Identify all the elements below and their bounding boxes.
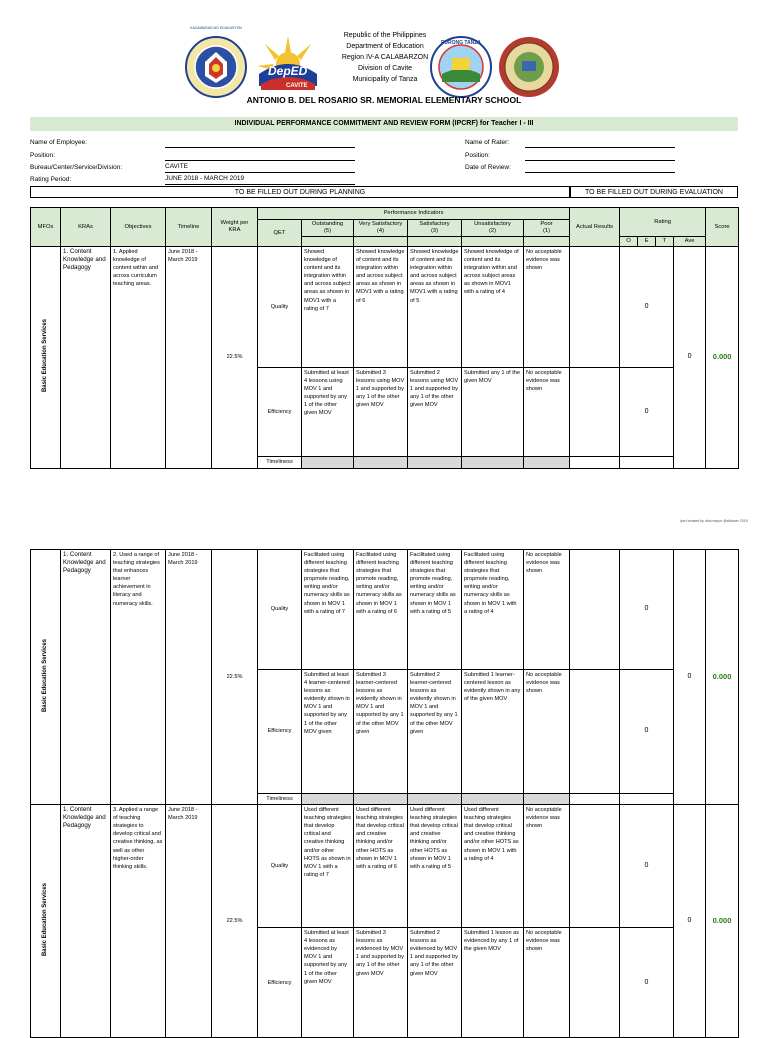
score-cell (706, 247, 739, 469)
col-rating: Rating (620, 208, 706, 237)
timeliness-cell (462, 794, 524, 805)
col-ave: Ave (674, 237, 706, 247)
ipcrf-table-2 (30, 549, 739, 1038)
weight-cell: 22.5% (212, 247, 258, 469)
col-blank (408, 237, 462, 247)
very-sat-num: (4) (376, 228, 385, 234)
ave-cell: 0 (674, 805, 706, 1038)
unsat-label: Unsatisfactory (474, 221, 511, 227)
form-title: INDIVIDUAL PERFORMANCE COMMITMENT AND REVIEW FORM (IPCRF) for Teacher I - III (30, 117, 738, 131)
timeliness-cell (408, 794, 462, 805)
col-poor (524, 220, 570, 237)
footnote: ipcrf created by dina mayor @slideser 2019 (680, 519, 748, 523)
quality-very-sat: Used different teaching strategies that develop critical and creative thinking and/or other HOTS as shown in MOV 1 with a rating of 6 (354, 805, 408, 928)
timeliness-cell (524, 457, 570, 469)
quality-rating: 0 (620, 247, 674, 368)
efficiency-actual[interactable] (570, 368, 620, 457)
score-value: 0.000 (712, 915, 732, 925)
timeliness-rating (620, 794, 674, 805)
col-objectives: Objectives (111, 208, 166, 247)
quality-unsat: Facilitated using different teaching strategies that propmote reading, writing and/or numeracy skills as shown in MOV 1 with a rating of 4 (462, 550, 524, 670)
mfo-text: Basic Education Services (42, 319, 49, 393)
timeliness-label: Timeliness (258, 794, 302, 805)
seal-mid-text: PURONG TANZA (441, 40, 481, 46)
rater-field[interactable] (525, 138, 675, 148)
quality-label: Quality (258, 550, 302, 670)
mfo-cell (31, 805, 61, 1038)
mfo-text: Basic Education Services (42, 883, 49, 957)
quality-rating: 0 (620, 805, 674, 928)
timeline-cell: June 2018 - March 2019 (166, 247, 212, 469)
col-blank (462, 237, 524, 247)
efficiency-outstanding: Submitted at least 4 lessons using MOV 1 and supported by any 1 of the other given MOV (302, 368, 354, 457)
mfo-text: Basic Education Services (42, 638, 49, 713)
efficiency-sat: Submitted 2 lessons as evidenced by MOV 1 and supported by any 1 of the other given MOV (408, 928, 462, 1038)
col-weight: Weight per KRA (212, 208, 258, 247)
quality-poor: No acceptable evidence was shown (524, 247, 570, 368)
efficiency-label: Efficiency (258, 368, 302, 457)
col-blank (524, 237, 570, 247)
col-qet: QET (258, 220, 302, 247)
sat-label: Satisfactory (419, 221, 450, 227)
col-performance-indicators: Performance Indicators (258, 208, 570, 220)
sat-num: (3) (430, 228, 439, 234)
poor-num: (1) (542, 228, 551, 234)
score-value: 0.000 (712, 671, 732, 681)
quality-poor: No acceptable evidence was shown (524, 550, 570, 670)
header-line: Municipality of Tanza (352, 76, 418, 83)
review-field[interactable] (525, 163, 675, 173)
rater-label: Name of Rater: (465, 139, 510, 146)
school-seal-logo (498, 36, 560, 98)
outstanding-num: (5) (323, 228, 332, 234)
efficiency-actual[interactable] (570, 928, 620, 1038)
timeliness-actual[interactable] (570, 794, 620, 805)
cavite-logo-text: CAVITE (286, 83, 308, 89)
header-line: Department of Education (346, 43, 424, 50)
efficiency-sat: Submitted 2 learner-centered lessons as evidently shown in MOV 1 and supported by any 1 of the other MOV given (408, 670, 462, 794)
kra-cell: 1. Content Knowledge and Pedagogy (61, 247, 111, 469)
quality-outstanding: Facilitated using different teaching strategies that propmote reading, writing and/or numeracy skills as shown in MOV 1 with a rating of 7 (302, 550, 354, 670)
quality-outstanding: Showed knowledge of content and its integration within and across subject areas as shown in MOV1 with a rating of 7 (302, 247, 354, 368)
quality-unsat: Showed knowledge of content and its integration within and across subject areas as shown in MOV1 with a rating of 4 (462, 247, 524, 368)
efficiency-poor: No acceptable evidence was shown (524, 928, 570, 1038)
school-name: ANTONIO B. DEL ROSARIO SR. MEMORIAL ELEMENTARY SCHOOL (246, 95, 522, 105)
period-label: Rating Period: (30, 176, 72, 183)
quality-very-sat: Showed knowledge of content and its integration within and across subject areas as shown in MOV1 with a rating of 6 (354, 247, 408, 368)
col-blank (302, 237, 354, 247)
col-blank (354, 237, 408, 247)
col-very-satisfactory (354, 220, 408, 237)
timeline-cell: June 2018 - March 2019 (166, 805, 212, 1038)
timeliness-cell (408, 457, 462, 469)
efficiency-very-sat: Submitted 3 learner-centered lessons as evidently shown in MOV 1 and supported by any 1 of the other MOV given (354, 670, 408, 794)
efficiency-label: Efficiency (258, 928, 302, 1038)
period-field[interactable]: JUNE 2018 - MARCH 2019 (165, 175, 355, 185)
mfo-cell (31, 247, 61, 469)
col-unsatisfactory (462, 220, 524, 237)
efficiency-poor: No acceptable evidence was shown (524, 368, 570, 457)
quality-actual[interactable] (570, 805, 620, 928)
very-sat-label: Very Satisfactory (358, 221, 403, 227)
timeliness-cell (302, 794, 354, 805)
efficiency-rating: 0 (620, 368, 674, 457)
timeliness-cell (462, 457, 524, 469)
mfo-cell (31, 550, 61, 805)
objective-cell: 2. Used a range of teaching strategies that enhances learner achievement in literacy and numeracy skills. (111, 550, 166, 805)
kra-cell: 1. Content Knowledge and Pedagogy (61, 805, 111, 1038)
col-outstanding (302, 220, 354, 237)
evaluation-banner: TO BE FILLED OUT DURING EVALUATION (570, 186, 738, 198)
header-line: Republic of the Philippines (343, 32, 427, 39)
col-score: Score (706, 208, 739, 247)
rater-position-field[interactable] (525, 151, 675, 161)
weight-cell: 22.5% (212, 805, 258, 1038)
quality-label: Quality (258, 247, 302, 368)
quality-very-sat: Facilitated using different teaching strategies that promote reading, writing and/or numeracy skills as shown in MOV 1 with a rating of 6 (354, 550, 408, 670)
col-timeline: Timeline (166, 208, 212, 247)
bureau-field[interactable]: CAVITE (165, 163, 355, 173)
col-t: T (656, 237, 674, 247)
employee-field[interactable] (165, 138, 355, 148)
efficiency-actual[interactable] (570, 670, 620, 794)
deped-logo-text: DepED (268, 64, 308, 78)
timeliness-cell (302, 457, 354, 469)
quality-poor: No acceptable evidence was shown (524, 805, 570, 928)
unsat-num: (2) (488, 228, 497, 234)
efficiency-rating: 0 (620, 928, 674, 1038)
efficiency-very-sat: Submitted 3 lessons using MOV 1 and supported by any 1 of the other given MOV (354, 368, 408, 457)
col-actual-results: Actual Results (570, 208, 620, 247)
ipcrf-table-1 (30, 207, 739, 469)
timeliness-cell (354, 457, 408, 469)
outstanding-label: Outstanding (311, 221, 344, 227)
quality-actual[interactable] (570, 247, 620, 368)
efficiency-outstanding: Submitted at least 4 learner-centered lessons as evidently shown in MOV 1 and supported by any 1 of the other MOV given (302, 670, 354, 794)
header-line: Division of Cavite (357, 65, 413, 72)
efficiency-label: Efficiency (258, 670, 302, 794)
quality-sat: Facilitated using different teaching strategies that promote reading, writing and/or numeracy skills as shown in MOV 1 with a rating of 5 (408, 550, 462, 670)
quality-sat: Used different teaching strategies that develop critical and creative thinking and/or other HOTS as shown in MOV 1 with a rating of 5 (408, 805, 462, 928)
position-label: Position: (30, 152, 55, 159)
planning-banner: TO BE FILLED OUT DURING PLANNING (30, 186, 570, 198)
timeliness-cell (524, 794, 570, 805)
timeliness-cell (354, 794, 408, 805)
position-field[interactable] (165, 151, 355, 161)
objective-cell: 1. Applied knowledge of content within and across curriculum teaching areas. (111, 247, 166, 469)
efficiency-unsat: Submitted any 1 of the given MOV (462, 368, 524, 457)
weight-cell: 22.5% (212, 550, 258, 805)
quality-unsat: Used different teaching strategies that develop critical and creative thinking and/or other HOTS as shown in MOV 1 with a rating of 4 (462, 805, 524, 928)
objective-cell: 3. Applied a range of teaching strategies to develop critical and creative thinking, as well as other higher-order thinking skills. (111, 805, 166, 1038)
efficiency-rating: 0 (620, 670, 674, 794)
col-kras: KRAs (61, 208, 111, 247)
employee-label: Name of Employee: (30, 139, 88, 146)
quality-rating: 0 (620, 550, 674, 670)
kra-cell: 1. Content Knowledge and Pedagogy (61, 550, 111, 805)
efficiency-sat: Submitted 2 lessons using MOV 1 and supported by any 1 of the other given MOV (408, 368, 462, 457)
poor-label: Poor (540, 221, 553, 227)
score-value: 0.000 (712, 351, 732, 361)
ave-cell: 0 (674, 247, 706, 469)
quality-actual[interactable] (570, 550, 620, 670)
col-e: E (638, 237, 656, 247)
col-mfos: MFOs (31, 208, 61, 247)
deped-seal-logo (185, 36, 247, 98)
quality-outstanding: Used different teaching strategies that develop critical and creative thinking and/or other HOTS as shown in MOV 1 with a rating of 7 (302, 805, 354, 928)
header-line: Region IV-A CALABARZON (341, 54, 429, 61)
efficiency-unsat: Submitted 1 lesson as evidenced by any 1 of the given MOV (462, 928, 524, 1038)
ave-cell: 0 (674, 550, 706, 805)
review-label: Date of Review: (465, 164, 511, 171)
efficiency-poor: No acceptable evidence was shown (524, 670, 570, 794)
bureau-label: Bureau/Center/Service/Division: (30, 164, 123, 171)
quality-sat: Showed knowledge of content and its integration within and across subject areas as shown in MOV1 with a rating of 5 (408, 247, 462, 368)
timeliness-label: Timeliness (258, 457, 302, 469)
score-cell (706, 805, 739, 1038)
rater-position-label: Position: (465, 152, 490, 159)
quality-label: Quality (258, 805, 302, 928)
timeliness-actual[interactable] (570, 457, 620, 469)
efficiency-outstanding: Submitted at least 4 lessons as evidenced by MOV 1 and supported by any 1 of the other given MOV (302, 928, 354, 1038)
col-satisfactory (408, 220, 462, 237)
col-o: O (620, 237, 638, 247)
seal-left-text: KAGAWARAN NG EDUKASYON (190, 26, 242, 30)
efficiency-unsat: Submitted 1 learner-centered lesson as evidently shown in any of the given MOV (462, 670, 524, 794)
timeline-cell: June 2018 - March 2019 (166, 550, 212, 805)
timeliness-rating (620, 457, 674, 469)
score-cell (706, 550, 739, 805)
efficiency-very-sat: Submitted 3 lessons as evidenced by MOV 1 and supported by any 1 of the other given MOV (354, 928, 408, 1038)
